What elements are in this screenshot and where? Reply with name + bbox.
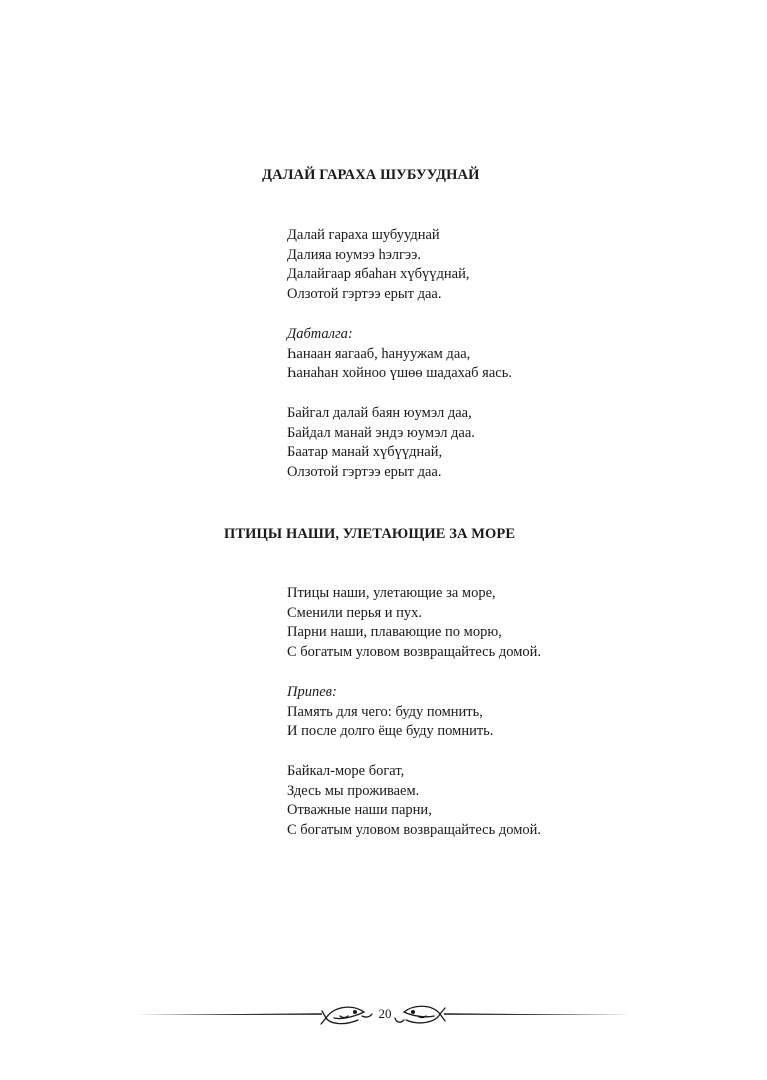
verse-line: Баатар манай хүбүүднай, [287,444,443,460]
verse-line: Далайгаар ябаһан хүбүүднай, [287,266,470,282]
refrain-line: Һанаһан хойноо үшөө шадахаб яась. [287,365,512,381]
verse-line: Байкал-море богат, [287,763,405,779]
verse-line: Сменили перья и пух. [287,604,423,621]
song2-verse-1 [287,584,541,662]
song2-refrain [287,683,493,742]
song2-verse-2 [287,762,541,840]
song1-verse-2 [287,404,475,482]
refrain-label: Дабталга: [287,326,353,342]
verse-line: Парни наши, плавающие по морю, [287,624,502,640]
refrain-label: Припев: [287,684,337,700]
verse-line: Птицы наши, улетающие за море, [287,585,496,601]
verse-line: С богатым уловом возвращайтесь домой. [287,821,542,838]
footer-rule-right [444,1013,631,1015]
left-fish-icon [321,1007,372,1024]
verse-line: Байдал манай эндэ юумэл даа. [287,424,475,441]
song-title-2: ПТИЦЫ НАШИ, УЛЕТАЮЩИЕ ЗА МОРЕ [224,526,516,542]
refrain-line: Память для чего: буду помнить, [287,703,483,720]
page-number: 20 [378,1006,392,1021]
verse-line: Здесь мы проживаем. [287,782,420,799]
refrain-line: И после долго ёще буду помнить. [287,723,494,739]
song1-verse-1 [287,226,469,304]
song1-refrain [287,325,512,384]
verse-line: Далай гараха шубууднай [287,227,440,243]
verse-line: С богатым уловом возвращайтесь домой. [287,643,542,660]
verse-line: Далияа юумээ һэлгээ. [287,246,421,263]
verse-line: Олзотой гэртээ ерыт даа. [287,285,442,302]
verse-line: Байгал далай баян юумэл даа, [287,405,472,421]
footer-rule-left [136,1013,322,1015]
song-title-1: ДАЛАЙ ГАРАХА ШУБУУДНАЙ [262,167,480,183]
right-fish-icon [395,1006,445,1023]
verse-line: Олзотой гэртээ ерыт даа. [287,463,442,480]
verse-line: Отважные наши парни, [287,802,432,818]
refrain-line: Һанаан яагааб, һануужам даа, [287,345,471,362]
